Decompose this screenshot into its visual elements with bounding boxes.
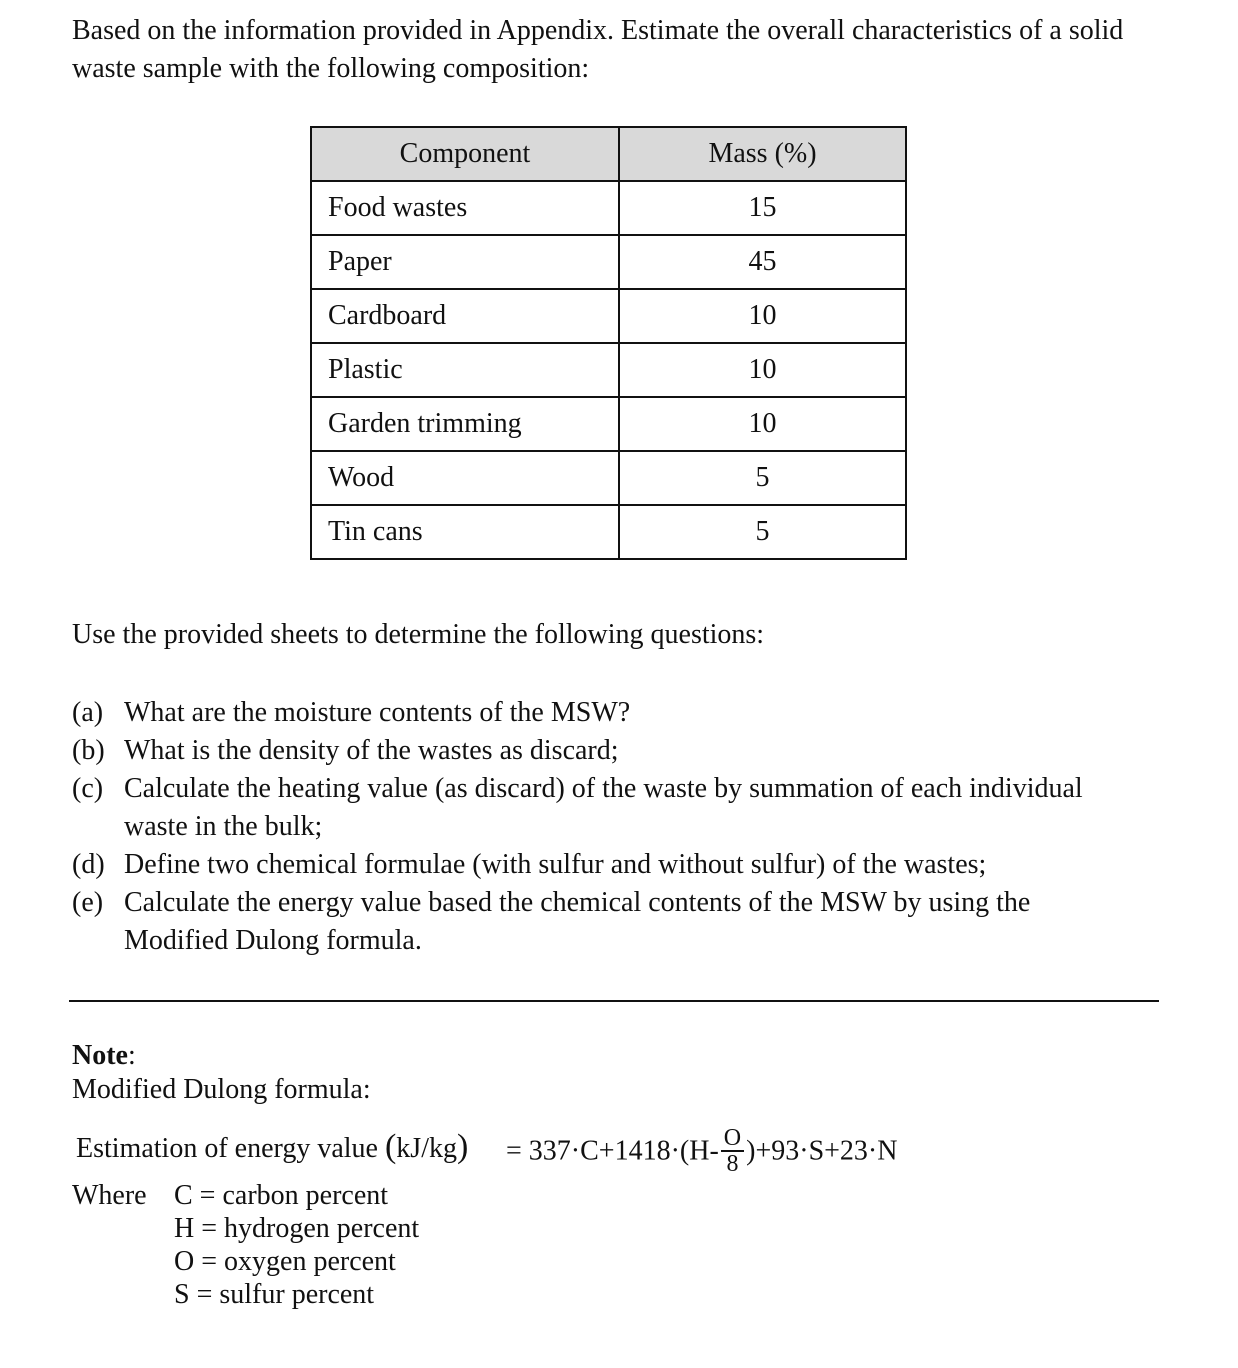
mass-cell: 10	[619, 289, 906, 343]
formula-open-paren: (	[384, 1128, 397, 1165]
fraction-numerator: O	[721, 1126, 744, 1152]
column-header-mass: Mass (%)	[619, 127, 906, 181]
question-text: What are the moisture contents of the MSW?	[124, 697, 631, 728]
intro-line-1: Based on the information provided in Appendix. Estimate the overall characteristics of a solid	[72, 15, 1124, 46]
question-marker: (a)	[72, 697, 104, 728]
formula-lhs-text: Estimation of energy value	[76, 1133, 378, 1164]
table-row	[311, 289, 906, 343]
mass-cell: 10	[619, 343, 906, 397]
question-marker: (d)	[72, 849, 105, 880]
component-cell: Cardboard	[311, 289, 619, 343]
component-cell: Plastic	[311, 343, 619, 397]
list-item	[72, 770, 1132, 846]
dulong-formula	[76, 1110, 1176, 1182]
component-cell: Food wastes	[311, 181, 619, 235]
list-item	[72, 694, 1132, 732]
fraction-denominator: 8	[726, 1151, 739, 1177]
definition-hydrogen: H = hydrogen percent	[174, 1213, 420, 1244]
mass-cell: 15	[619, 181, 906, 235]
column-header-component: Component	[311, 127, 619, 181]
table-header-row	[311, 127, 906, 181]
component-cell: Paper	[311, 235, 619, 289]
definition-oxygen: O = oxygen percent	[174, 1246, 396, 1277]
table-row	[311, 451, 906, 505]
question-marker: (c)	[72, 773, 104, 804]
list-item	[72, 732, 1132, 770]
note-heading	[72, 1040, 136, 1072]
definition-list	[174, 1180, 419, 1312]
component-cell: Wood	[311, 451, 619, 505]
list-item	[72, 884, 1132, 960]
formula-lhs	[76, 1128, 468, 1166]
intro-line-2: waste sample with the following composition:	[72, 53, 590, 84]
list-item	[72, 846, 1132, 884]
question-text: Define two chemical formulae (with sulfur and without sulfur) of the wastes;	[124, 849, 987, 880]
formula-label: Modified Dulong formula:	[72, 1074, 371, 1105]
mass-cell: 5	[619, 505, 906, 559]
note-colon: :	[127, 1040, 136, 1071]
table-row	[311, 505, 906, 559]
definition-sulfur: S = sulfur percent	[174, 1279, 375, 1310]
formula-unit: kJ/kg	[396, 1133, 457, 1164]
composition-table	[310, 126, 907, 560]
instructions-text: Use the provided sheets to determine the following questions:	[72, 619, 765, 650]
note-title: Note	[72, 1040, 128, 1071]
formula-rhs	[506, 1125, 898, 1178]
formula-rhs-b: )+93·S+23·N	[746, 1135, 898, 1167]
question-text: Calculate the energy value based the chemical contents of the MSW by using the Modified Dulong formula.	[124, 887, 1031, 956]
mass-cell: 5	[619, 451, 906, 505]
component-cell: Tin cans	[311, 505, 619, 559]
mass-cell: 45	[619, 235, 906, 289]
question-text: What is the density of the wastes as discard;	[124, 735, 619, 766]
table-row	[311, 343, 906, 397]
table-row	[311, 181, 906, 235]
question-marker: (b)	[72, 735, 105, 766]
oxygen-fraction	[721, 1126, 744, 1176]
question-text: Calculate the heating value (as discard) of the waste by summation of each individual waste in the bulk;	[124, 773, 1083, 842]
section-divider	[69, 1000, 1159, 1002]
question-list	[72, 694, 1132, 960]
formula-close-paren: )	[456, 1128, 469, 1165]
definition-carbon: C = carbon percent	[174, 1180, 389, 1211]
intro-paragraph	[72, 12, 1172, 88]
where-label: Where	[72, 1180, 147, 1211]
mass-cell: 10	[619, 397, 906, 451]
component-cell: Garden trimming	[311, 397, 619, 451]
formula-rhs-a: = 337·C+1418·(H-	[506, 1135, 719, 1167]
table-row	[311, 235, 906, 289]
question-marker: (e)	[72, 887, 104, 918]
table-row	[311, 397, 906, 451]
